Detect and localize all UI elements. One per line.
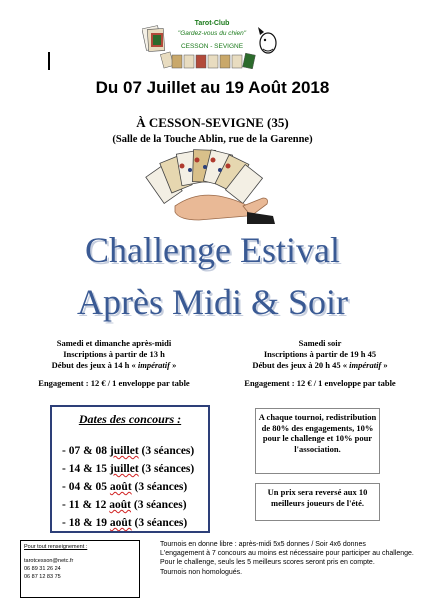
contact-email: tarotcesson@netc.fr (24, 558, 74, 564)
event-hall: (Salle de la Touche Ablin, rue de la Garenne) (112, 134, 313, 145)
note-line: L'engagement à 7 concours au moins est nécessaire pour participer au challenge. (160, 550, 414, 558)
imperatif-note: impératif (137, 360, 170, 370)
hand-with-cards-image (135, 146, 285, 224)
text-cursor (48, 52, 50, 70)
evening-registration: Inscriptions à partir de 19 h 45 (263, 349, 377, 359)
note-line: Tournois en donne libre : après-midi 5x5 donnes / Soir 4x6 donnes (160, 541, 366, 548)
logo-line-1: Tarot-Club (194, 20, 230, 27)
date-row: - 14 & 15 juillet (3 séances) (62, 463, 195, 475)
main-title-line-2: Après Midi & Soir (76, 282, 348, 322)
afternoon-registration: Inscriptions à partir de 13 h (63, 349, 165, 359)
dates-box-title: Dates des concours : (78, 412, 182, 426)
imperatif-note: impératif (349, 360, 382, 370)
date-row: - 07 & 08 juillet (3 séances) (62, 445, 195, 457)
logo-line-3: CESSON - SEVIGNE (180, 43, 244, 50)
prize-info-box: Un prix sera reversé aux 10 meilleurs joueurs de l'été. (255, 483, 380, 521)
tournament-dates-box (50, 405, 210, 533)
evening-start-time: Début des jeux à 20 h 45 « impératif » (252, 360, 388, 370)
contact-header: Pour tout renseignement : (24, 544, 88, 550)
logo-text (164, 19, 260, 52)
logo-line-2: "Gardez-vous du chien" (177, 30, 247, 37)
afternoon-fee: Engagement : 12 € / 1 enveloppe par table (38, 378, 190, 388)
afternoon-start-time: Début des jeux à 14 h « impératif » (51, 360, 177, 370)
evening-info-block (228, 338, 412, 389)
main-title-line-1: Challenge Estival (85, 230, 340, 270)
afternoon-info-block (22, 338, 206, 389)
evening-days: Samedi soir (298, 338, 342, 348)
redistribution-info-box: A chaque tournoi, redistribution de 80% des engagements, 10% pour le challenge et 10% pour l'association. (255, 408, 380, 474)
note-line: Pour le challenge, seuls les 5 meilleurs scores seront pris en compte. (160, 559, 375, 567)
club-logo (142, 13, 282, 69)
date-row: - 04 & 05 août (3 séances) (62, 481, 188, 493)
contact-phone-1: 06 89 31 26 24 (24, 566, 61, 572)
afternoon-days: Samedi et dimanche après-midi (56, 338, 172, 348)
event-dates-heading: Du 07 Juillet au 19 Août 2018 (95, 78, 330, 97)
date-row: - 11 & 12 août (3 séances) (62, 499, 187, 511)
contact-phone-2: 06 87 12 83 75 (24, 574, 61, 580)
event-location: À CESSON-SEVIGNE (35) (136, 115, 289, 130)
evening-fee: Engagement : 12 € / 1 enveloppe par table (244, 378, 396, 388)
note-line: Tournois non homologués. (160, 568, 243, 576)
rules-notes (160, 540, 422, 577)
contact-box (20, 540, 140, 598)
date-row: - 18 & 19 août (3 séances) (62, 517, 188, 529)
